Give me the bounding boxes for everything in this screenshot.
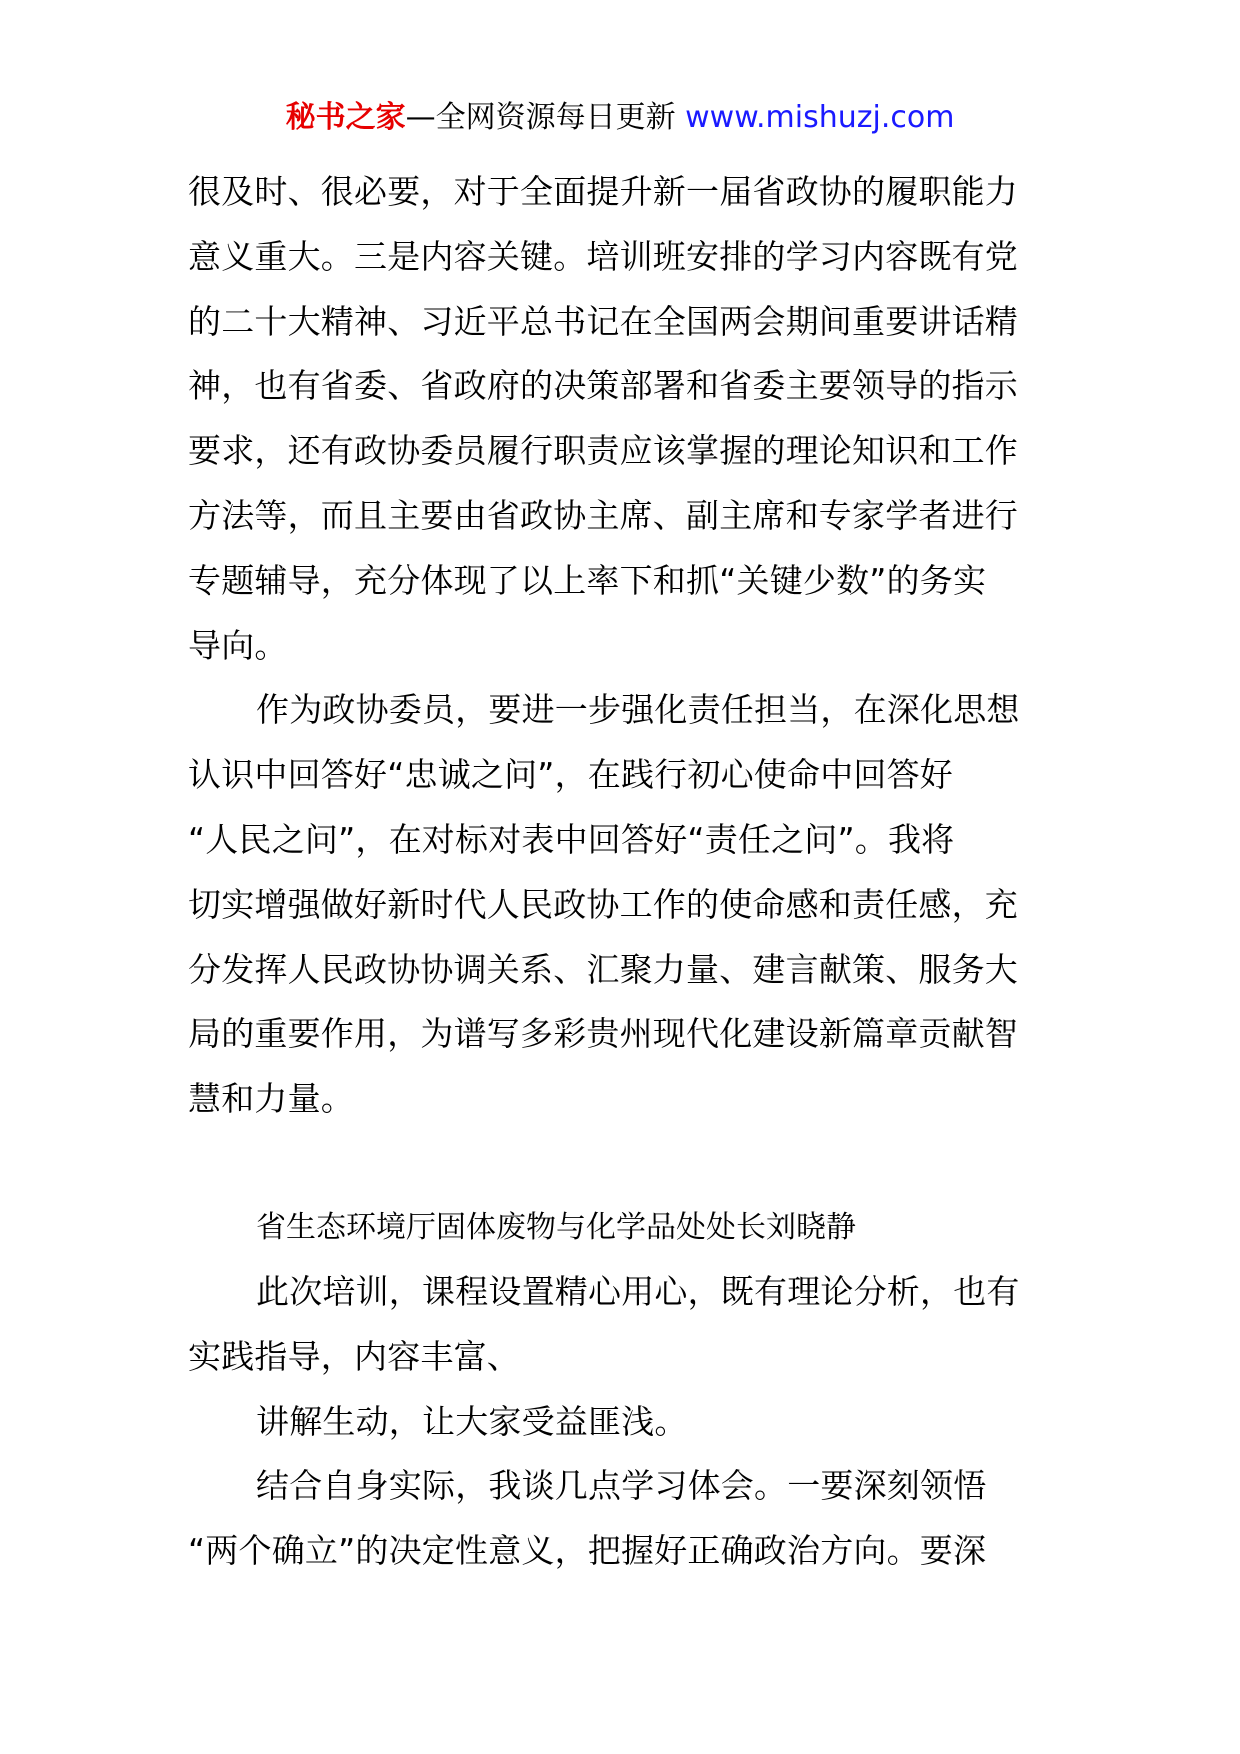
text-line: 神，也有省委、省政府的决策部署和省委主要领导的指示	[188, 366, 1018, 406]
header-tagline: —全网资源每日更新	[405, 100, 676, 135]
paragraph-5	[188, 1454, 1054, 1584]
text-line: 实践指导，内容丰富、	[188, 1336, 520, 1376]
text-line: 讲解生动，让大家受益匪浅。	[256, 1401, 688, 1441]
paragraph-3	[188, 1260, 1054, 1390]
text-line: 导向。	[188, 625, 288, 665]
text-line: 作为政协委员，要进一步强化责任担当，在深化思想	[256, 690, 1020, 730]
text-line: 要求，还有政协委员履行职责应该掌握的理论知识和工作	[188, 431, 1018, 471]
paragraph-1	[188, 160, 1054, 678]
text-line: 切实增强做好新时代人民政协工作的使命感和责任感，充	[188, 884, 1018, 924]
text-line: 此次培训，课程设置精心用心，既有理论分析，也有	[256, 1271, 1020, 1311]
document-body	[188, 160, 1054, 1584]
page-header	[0, 98, 1240, 138]
text-line: “人民之问”，在对标对表中回答好“责任之问”。我将	[188, 819, 955, 859]
text-line: 分发挥人民政协协调关系、汇聚力量、建言献策、服务大	[188, 949, 1018, 989]
brand-name: 秘书之家	[285, 100, 406, 135]
text-line: 局的重要作用，为谱写多彩贵州现代化建设新篇章贡献智	[188, 1014, 1018, 1054]
paragraph-2	[188, 678, 1054, 1132]
text-line: “两个确立”的决定性意义，把握好正确政治方向。要深	[188, 1531, 987, 1571]
text-line: 很及时、很必要，对于全面提升新一届省政协的履职能力	[188, 172, 1018, 211]
paragraph-4	[188, 1390, 1054, 1455]
text-line: 意义重大。三是内容关键。培训班安排的学习内容既有党	[188, 236, 1018, 276]
text-line: 结合自身实际，我谈几点学习体会。一要深刻领悟	[256, 1466, 987, 1506]
text-line: 专题辅导，充分体现了以上率下和抓“关键少数”的务实	[188, 560, 987, 600]
text-line: 慧和力量。	[188, 1079, 354, 1119]
text-line: 的二十大精神、习近平总书记在全国两会期间重要讲话精	[188, 301, 1018, 341]
text-line: 认识中回答好“忠诚之问”，在践行初心使命中回答好	[188, 755, 953, 795]
text-line: 方法等，而且主要由省政协主席、副主席和专家学者进行	[188, 495, 1018, 535]
site-url[interactable]: www.mishuzj.com	[685, 100, 955, 135]
speaker-title: 省生态环境厅固体废物与化学品处处长刘晓静	[256, 1209, 856, 1245]
